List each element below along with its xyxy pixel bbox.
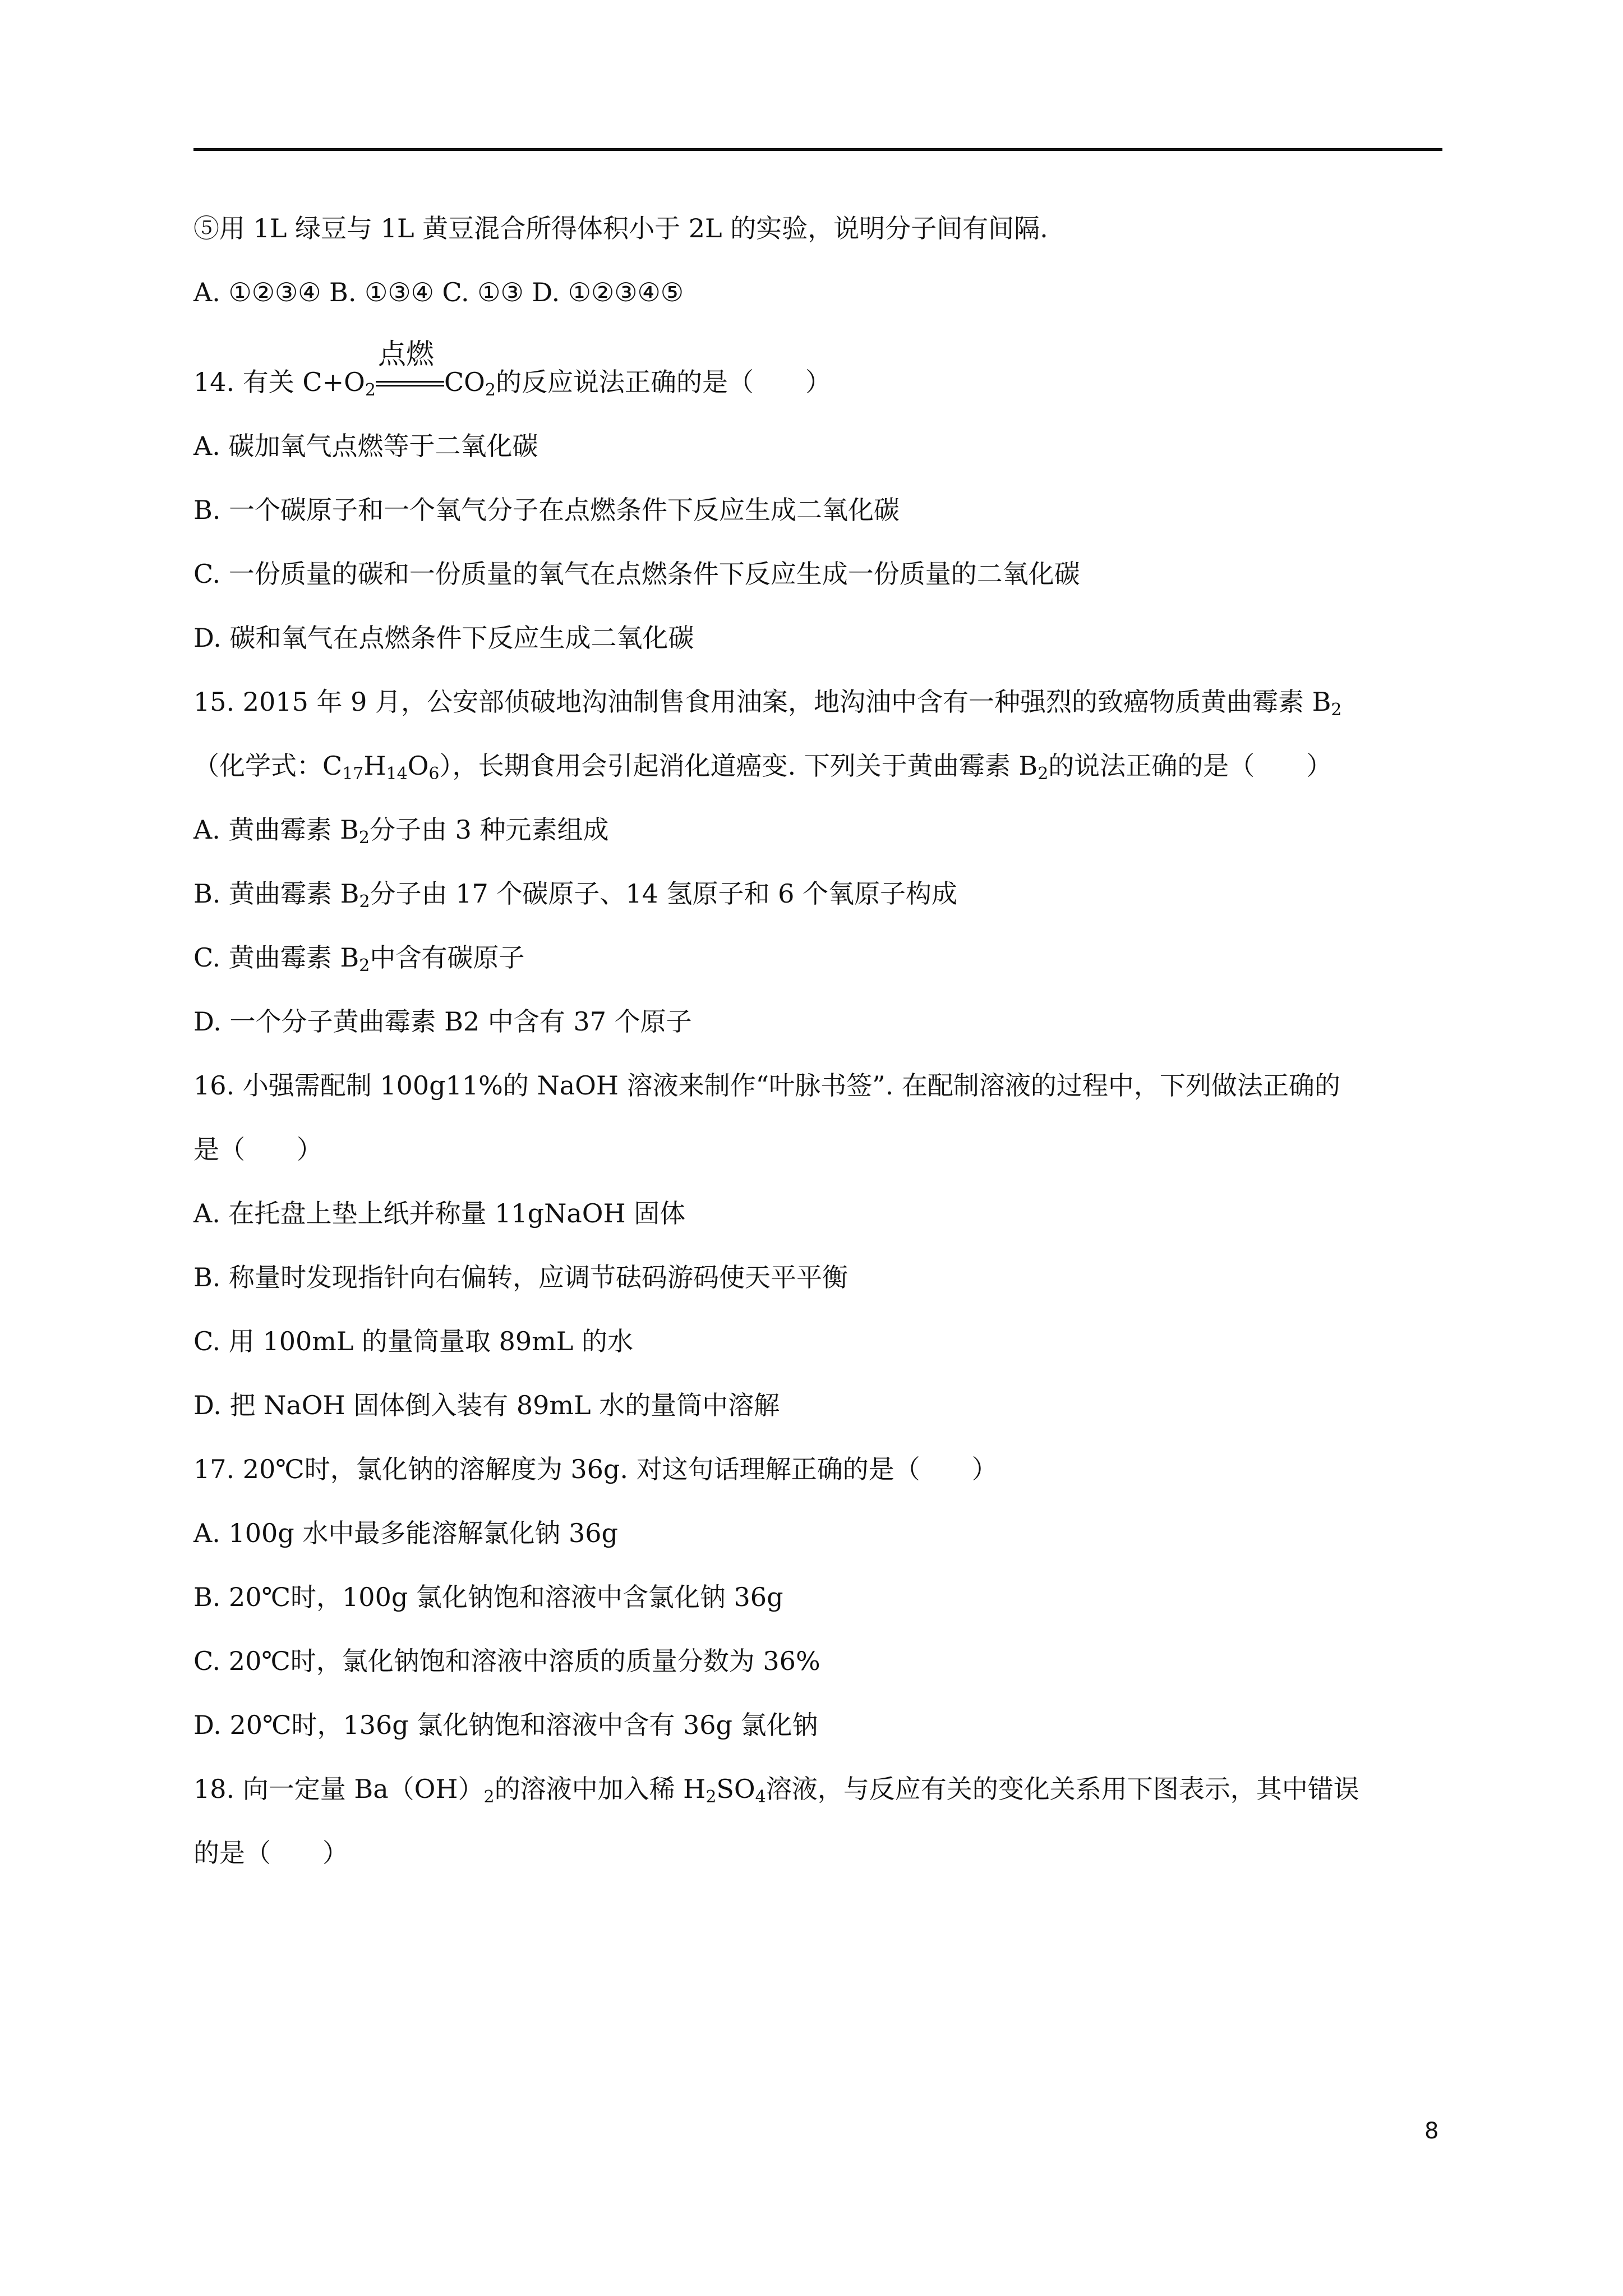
reaction-condition-arrow [376, 338, 444, 393]
q15-stem-line1 [193, 670, 1444, 734]
oxygen-subscript: 6 [428, 764, 440, 784]
q18-line1-d: 溶液，与反应有关的变化关系用下图表示，其中错误 [766, 1774, 1359, 1804]
q15-option-c [193, 926, 1444, 990]
q16-stem-line2: 是（ ） [193, 1134, 322, 1165]
q15-stem-line2 [193, 734, 1444, 798]
q15-option-c-pre: C. 黄曲霉素 B [193, 942, 359, 973]
hydrogen-subscript: 14 [386, 764, 408, 784]
q14-stem-suffix: 的反应说法正确的是（ ） [495, 367, 831, 397]
q15-option-c-subscript: 2 [359, 956, 370, 976]
exam-page-content [193, 196, 1444, 1885]
q14-option-d: D. 碳和氧气在点燃条件下反应生成二氧化碳 [193, 623, 694, 653]
q14-product: CO [444, 367, 485, 397]
q17-option-b: B. 20℃时，100g 氯化钠饱和溶液中含氯化钠 36g [193, 1582, 783, 1612]
q14-option-a: A. 碳加氧气点燃等于二氧化碳 [193, 431, 538, 461]
header-rule [193, 148, 1442, 151]
q18-hydroxide-subscript: 2 [483, 1787, 495, 1807]
q17-option-c: C. 20℃时，氯化钠饱和溶液中溶质的质量分数为 36% [193, 1646, 820, 1676]
equals-bar-top [376, 381, 444, 383]
q15-option-b-post: 分子由 17 个碳原子、14 氢原子和 6 个氧原子构成 [370, 878, 958, 909]
reaction-condition-label: 点燃 [377, 338, 434, 370]
q18-line1-a: 18. 向一定量 Ba（OH） [193, 1774, 484, 1804]
q17-option-d: D. 20℃时，136g 氯化钠饱和溶液中含有 36g 氯化钠 [193, 1710, 818, 1740]
q15-line1-text: 15. 2015 年 9 月，公安部侦破地沟油制售食用油案，地沟油中含有一种强烈的致癌物质黄曲霉素 B [193, 687, 1331, 717]
q18-hydrogen-subscript: 2 [706, 1787, 717, 1807]
q15-option-a-pre: A. 黄曲霉素 B [193, 815, 359, 845]
hydrogen-symbol: H [363, 751, 386, 781]
q14-option-c: C. 一份质量的碳和一份质量的氧气在点燃条件下反应生成一份质量的二氧化碳 [193, 559, 1080, 589]
q15-line2-b-subscript: 2 [1038, 764, 1049, 784]
q18-stem-line1 [193, 1757, 1444, 1821]
q15-line2-end: 的说法正确的是（ ） [1048, 751, 1332, 781]
q14-option-b: B. 一个碳原子和一个氧气分子在点燃条件下反应生成二氧化碳 [193, 495, 900, 525]
q15-option-b-subscript: 2 [359, 892, 370, 912]
q16-option-a: A. 在托盘上垫上纸并称量 11gNaOH 固体 [193, 1198, 686, 1228]
equals-bar-bottom [376, 385, 444, 386]
q13-options: A. ①②③④ B. ①③④ C. ①③ D. ①②③④⑤ [193, 277, 684, 307]
q14-stem-prefix: 14. 有关 C+O [193, 367, 365, 397]
q18-line1-b: 的溶液中加入稀 H [494, 1774, 706, 1804]
q15-option-b [193, 862, 1444, 926]
q15-line2-middle: ），长期食用会引起消化道癌变. 下列关于黄曲霉素 B [439, 751, 1038, 781]
q14-stem [193, 324, 1444, 414]
o2-subscript: 2 [365, 380, 376, 400]
q17-stem: 17. 20℃时，氯化钠的溶解度为 36g. 对这句话理解正确的是（ ） [193, 1454, 998, 1484]
q16-stem-line1: 16. 小强需配制 100g11%的 NaOH 溶液来制作“叶脉书签”. 在配制溶液的过程中，下列做法正确的 [193, 1070, 1340, 1101]
carbon-subscript: 17 [342, 764, 364, 784]
q18-line1-c: SO [716, 1774, 755, 1804]
q16-option-c: C. 用 100mL 的量筒量取 89mL 的水 [193, 1326, 633, 1356]
co2-subscript: 2 [485, 380, 496, 400]
q15-option-a-subscript: 2 [358, 828, 370, 848]
q15-option-d: D. 一个分子黄曲霉素 B2 中含有 37 个原子 [193, 1006, 692, 1037]
q17-option-a: A. 100g 水中最多能溶解氯化钠 36g [193, 1518, 618, 1548]
q16-option-b: B. 称量时发现指针向右偏转，应调节砝码游码使天平平衡 [193, 1262, 849, 1292]
q18-stem-line2: 的是（ ） [193, 1838, 348, 1868]
q15-option-c-post: 中含有碳原子 [370, 942, 525, 973]
q15-option-a [193, 798, 1444, 862]
q15-line1-subscript: 2 [1331, 700, 1342, 720]
q13-item5: ⑤用 1L 绿豆与 1L 黄豆混合所得体积小于 2L 的实验，说明分子间有间隔. [193, 213, 1048, 243]
q15-option-b-pre: B. 黄曲霉素 B [193, 878, 359, 909]
q15-formula-prefix: （化学式：C [193, 751, 343, 781]
q16-option-d: D. 把 NaOH 固体倒入装有 89mL 水的量筒中溶解 [193, 1390, 780, 1420]
q18-sulfate-subscript: 4 [755, 1787, 766, 1807]
q15-option-a-post: 分子由 3 种元素组成 [369, 815, 609, 845]
page-number: 8 [1424, 2118, 1439, 2144]
oxygen-symbol: O [407, 751, 429, 781]
